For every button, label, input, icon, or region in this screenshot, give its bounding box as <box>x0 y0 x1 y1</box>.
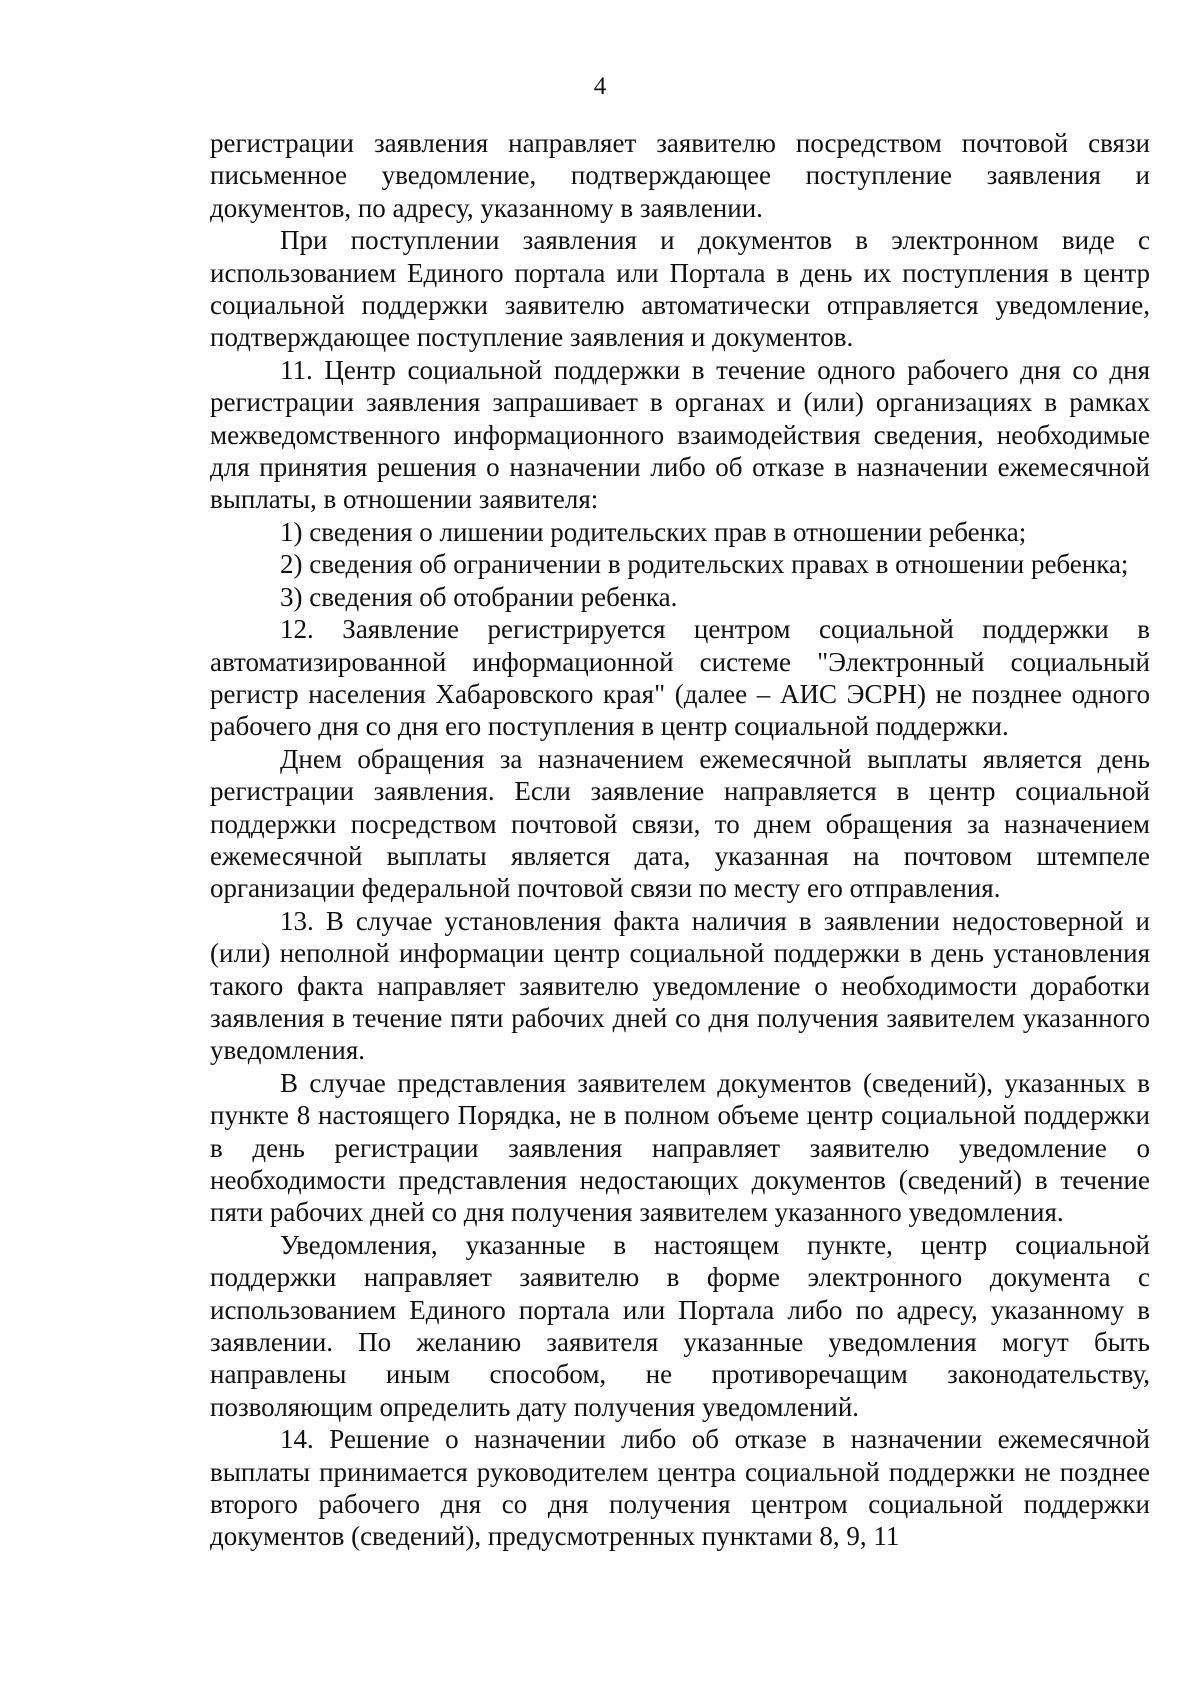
paragraph-item-12: 12. Заявление регистрируется центром социальной поддержки в автоматизированной информационной системе "Электронный социальный регистр населения Хабаровского края" (далее – АИС ЭСРН) не позднее одного рабочего дня со дня его поступления в центр социальной поддержки. <box>210 614 1150 742</box>
paragraph-application-date: Днем обращения за назначением ежемесячной выплаты является день регистрации заявления. Если заявление направляется в центр социальной поддержки посредством почтовой связи, то днем обращения за назначением ежемесячной выплаты является дата, указанная на почтовом штемпеле организации федеральной почтовой связи по месту его отправления. <box>210 743 1150 904</box>
paragraph-item-11: 11. Центр социальной поддержки в течение одного рабочего дня со дня регистрации заявления запрашивает в органах и (или) организациях в рамках межведомственного информационного взаимодействия сведения, необходимые для принятия решения о назначении либо об отказе в назначении ежемесячной выплаты, в отношении заявителя: <box>210 354 1150 515</box>
list-item-1: 1) сведения о лишении родительских прав в отношении ребенка; <box>280 516 1027 547</box>
paragraph-continuation: регистрации заявления направляет заявителю посредством почтовой связи письменное уведомление, подтверждающее поступление заявления и документов, по адресу, указанному в заявлении. <box>210 128 1150 223</box>
paragraph-incomplete-documents: В случае представления заявителем документов (сведений), указанных в пункте 8 настоящего Порядка, не в полном объеме центр социальной поддержки в день регистрации заявления направляет заявителю уведомление о необходимости представления недостающих документов (сведений) в течение пяти рабочих дней со дня получения заявителем указанного уведомления. <box>210 1067 1150 1228</box>
paragraph-notifications: Уведомления, указанные в настоящем пункте, центр социальной поддержки направляет заявителю в форме электронного документа с использованием Единого портала или Портала либо по адресу, указанному в заявлении. По желанию заявителя указанные уведомления могут быть направлены иным способом, не противоречащим законодательству, позволяющим определить дату получения уведомлений. <box>210 1229 1150 1422</box>
list-item-3: 3) сведения об отобрании ребенка. <box>280 581 678 612</box>
page-number: 4 <box>593 73 607 100</box>
list-item-2: 2) сведения об ограничении в родительских правах в отношении ребенка; <box>280 549 1129 580</box>
paragraph-electronic-submission: При поступлении заявления и документов в электронном виде с использованием Единого портала или Портала в день их поступления в центр социальной поддержки заявителю автоматически отправляется уведомление, подтверждающее поступление заявления и документов. <box>210 225 1150 353</box>
document-body <box>210 127 1150 1553</box>
paragraph-item-14: 14. Решение о назначении либо об отказе в назначении ежемесячной выплаты принимается руководителем центра социальной поддержки не позднее второго рабочего дня со дня получения центром социальной поддержки документов (сведений), предусмотренных пунктами 8, 9, 11 <box>210 1424 1150 1552</box>
paragraph-item-13: 13. В случае установления факта наличия в заявлении недостоверной и (или) неполной информации центр социальной поддержки в день установления такого факта направляет заявителю уведомление о необходимости доработки заявления в течение пяти рабочих дней со дня получения заявителем указанного уведомления. <box>210 905 1150 1066</box>
